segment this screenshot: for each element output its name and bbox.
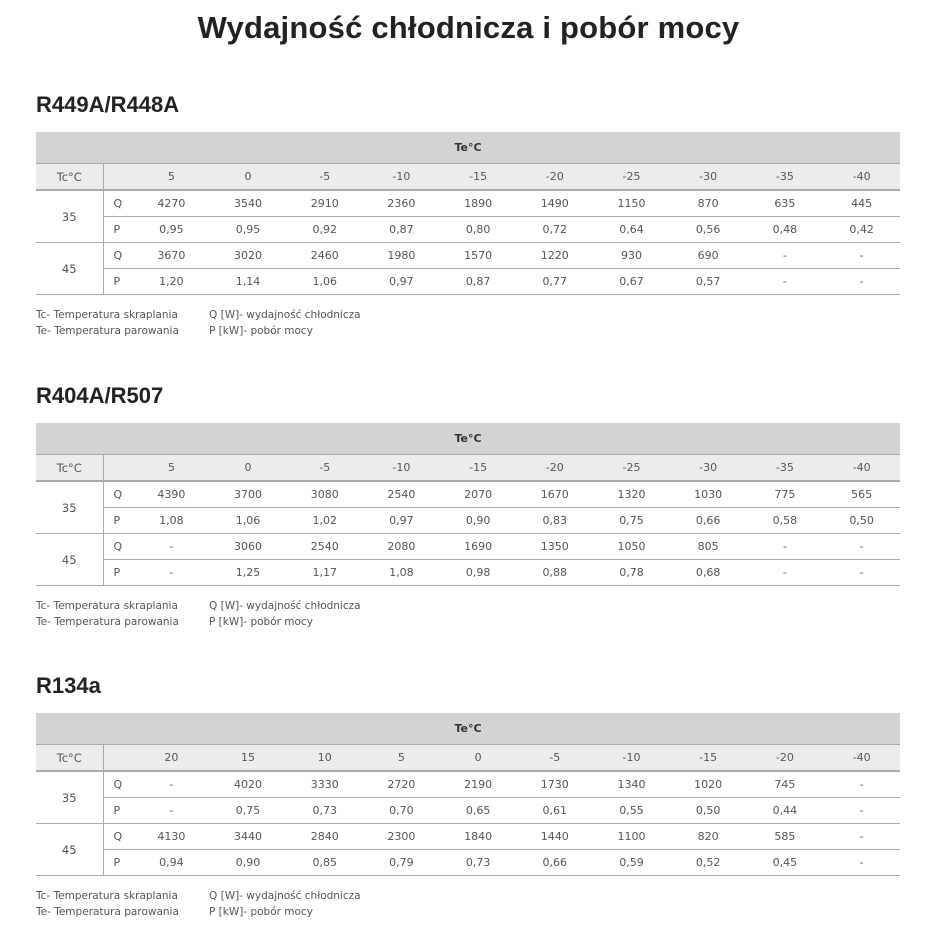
te-column-header: -25 <box>593 455 670 482</box>
table-cell: 0,87 <box>363 217 440 243</box>
table-cell: 805 <box>670 534 747 560</box>
table-cell: 4270 <box>133 190 210 217</box>
page-title: Wydajność chłodnicza i pobór mocy <box>197 10 740 45</box>
table-cell: 870 <box>670 190 747 217</box>
row-type-label: Q <box>103 481 133 508</box>
table-cell: 0,55 <box>593 798 670 824</box>
te-column-header: -15 <box>670 745 747 772</box>
legend-q: Q [W]- wydajność chłodnicza <box>209 309 361 321</box>
table-row <box>36 243 900 269</box>
legend <box>36 888 900 920</box>
te-column-header: -10 <box>593 745 670 772</box>
row-type-label: Q <box>103 534 133 560</box>
table-cell: 0,44 <box>747 798 824 824</box>
performance-table <box>36 713 900 876</box>
table-cell: 1,06 <box>210 508 287 534</box>
table-cell: 2360 <box>363 190 440 217</box>
table-cell: 1,06 <box>286 269 363 295</box>
table-cell: 0,73 <box>440 850 517 876</box>
legend-p: P [kW]- pobór mocy <box>209 325 313 337</box>
table-cell: - <box>823 243 900 269</box>
te-column-header: 15 <box>210 745 287 772</box>
table-cell: 1340 <box>593 771 670 798</box>
legend <box>36 598 900 630</box>
table-row <box>36 217 900 243</box>
table-cell: - <box>133 798 210 824</box>
table-cell: 0,90 <box>440 508 517 534</box>
refrigerant-section <box>36 90 900 339</box>
table-cell: 0,83 <box>516 508 593 534</box>
section-title: R134a <box>36 673 101 698</box>
table-cell: - <box>823 560 900 586</box>
table-cell: 2460 <box>286 243 363 269</box>
table-cell: 1,25 <box>210 560 287 586</box>
table-row <box>36 824 900 850</box>
table-cell: 1,08 <box>133 508 210 534</box>
table-cell: 775 <box>747 481 824 508</box>
table-cell: 0,85 <box>286 850 363 876</box>
row-type-label: P <box>103 269 133 295</box>
table-cell: 3670 <box>133 243 210 269</box>
section-title: R449A/R448A <box>36 92 180 117</box>
table-cell: 820 <box>670 824 747 850</box>
row-type-label: P <box>103 217 133 243</box>
table-row <box>36 481 900 508</box>
tc-label: Tc°C <box>36 745 103 772</box>
row-type-label: Q <box>103 243 133 269</box>
table-cell: 0,95 <box>210 217 287 243</box>
te-column-header: -20 <box>516 455 593 482</box>
legend-tc: Tc- Temperatura skraplania <box>36 600 178 612</box>
te-label: Te°C <box>36 713 900 745</box>
tc-value: 35 <box>36 481 103 534</box>
table-cell: 1030 <box>670 481 747 508</box>
table-cell: 2720 <box>363 771 440 798</box>
te-label: Te°C <box>36 423 900 455</box>
table-cell: 0,94 <box>133 850 210 876</box>
table-row <box>36 560 900 586</box>
table-cell: 4130 <box>133 824 210 850</box>
table-cell: 0,98 <box>440 560 517 586</box>
table-cell: 0,65 <box>440 798 517 824</box>
table-cell: 0,68 <box>670 560 747 586</box>
table-cell: - <box>747 560 824 586</box>
te-column-header: -5 <box>516 745 593 772</box>
table-cell: 1,20 <box>133 269 210 295</box>
table-cell: 0,45 <box>747 850 824 876</box>
row-type-label: P <box>103 508 133 534</box>
te-column-header: -10 <box>363 164 440 191</box>
table-cell: 1840 <box>440 824 517 850</box>
table-cell: 1220 <box>516 243 593 269</box>
table-cell: 1570 <box>440 243 517 269</box>
table-cell: - <box>823 824 900 850</box>
table-cell: 585 <box>747 824 824 850</box>
te-header-row <box>36 423 900 455</box>
table-cell: 3330 <box>286 771 363 798</box>
table-cell: - <box>747 534 824 560</box>
legend-te: Te- Temperatura parowania <box>36 906 179 918</box>
table-cell: 1,17 <box>286 560 363 586</box>
table-cell: 0,75 <box>210 798 287 824</box>
table-cell: 1690 <box>440 534 517 560</box>
table-cell: 0,48 <box>747 217 824 243</box>
table-cell: 0,88 <box>516 560 593 586</box>
row-type-label: P <box>103 560 133 586</box>
row-type-label: Q <box>103 190 133 217</box>
te-column-header: -5 <box>286 455 363 482</box>
table-cell: 1980 <box>363 243 440 269</box>
table-cell: 0,78 <box>593 560 670 586</box>
table-cell: 3020 <box>210 243 287 269</box>
table-cell: 1490 <box>516 190 593 217</box>
tc-value: 45 <box>36 534 103 586</box>
tc-value: 35 <box>36 771 103 824</box>
te-column-header: -10 <box>363 455 440 482</box>
te-column-header: -40 <box>823 745 900 772</box>
te-column-header: -35 <box>747 164 824 191</box>
table-cell: 1150 <box>593 190 670 217</box>
table-cell: 1,14 <box>210 269 287 295</box>
table-cell: - <box>133 771 210 798</box>
legend-q: Q [W]- wydajność chłodnicza <box>209 890 361 902</box>
table-cell: 0,75 <box>593 508 670 534</box>
table-cell: 1320 <box>593 481 670 508</box>
table-cell: 1670 <box>516 481 593 508</box>
column-header-row <box>36 745 900 772</box>
performance-table <box>36 423 900 586</box>
te-column-header: -30 <box>670 455 747 482</box>
table-cell: 0,80 <box>440 217 517 243</box>
table-row <box>36 771 900 798</box>
legend-tc: Tc- Temperatura skraplania <box>36 890 178 902</box>
te-label: Te°C <box>36 132 900 164</box>
tc-label: Tc°C <box>36 164 103 191</box>
column-header-row <box>36 455 900 482</box>
table-cell: 0,87 <box>440 269 517 295</box>
table-cell: 2190 <box>440 771 517 798</box>
table-cell: - <box>823 798 900 824</box>
table-cell: 565 <box>823 481 900 508</box>
te-column-header: 0 <box>210 164 287 191</box>
table-row <box>36 798 900 824</box>
row-type-label: Q <box>103 771 133 798</box>
table-cell: 2540 <box>286 534 363 560</box>
table-cell: 690 <box>670 243 747 269</box>
table-cell: 3080 <box>286 481 363 508</box>
table-cell: 1890 <box>440 190 517 217</box>
refrigerant-section <box>36 671 900 920</box>
te-column-header: -20 <box>516 164 593 191</box>
legend-tc: Tc- Temperatura skraplania <box>36 309 178 321</box>
table-cell: 0,70 <box>363 798 440 824</box>
te-column-header: -40 <box>823 455 900 482</box>
table-cell: 0,64 <box>593 217 670 243</box>
section-title: R404A/R507 <box>36 383 164 408</box>
te-column-header: 10 <box>286 745 363 772</box>
table-cell: 0,97 <box>363 508 440 534</box>
table-cell: 1,02 <box>286 508 363 534</box>
table-row <box>36 850 900 876</box>
table-cell: 0,57 <box>670 269 747 295</box>
table-row <box>36 190 900 217</box>
table-cell: 3440 <box>210 824 287 850</box>
table-cell: - <box>823 269 900 295</box>
table-cell: 635 <box>747 190 824 217</box>
table-cell: 0,66 <box>670 508 747 534</box>
te-column-header: 5 <box>363 745 440 772</box>
table-cell: - <box>823 534 900 560</box>
legend-te: Te- Temperatura parowania <box>36 616 179 628</box>
table-cell: 0,58 <box>747 508 824 534</box>
table-cell: 1440 <box>516 824 593 850</box>
legend <box>36 307 900 339</box>
table-cell: 2070 <box>440 481 517 508</box>
table-cell: 2540 <box>363 481 440 508</box>
refrigerant-section <box>36 381 900 630</box>
legend-p: P [kW]- pobór mocy <box>209 616 313 628</box>
table-cell: 0,66 <box>516 850 593 876</box>
table-cell: - <box>747 243 824 269</box>
tc-value: 45 <box>36 243 103 295</box>
table-cell: 0,50 <box>670 798 747 824</box>
te-column-header: -40 <box>823 164 900 191</box>
legend-p: P [kW]- pobór mocy <box>209 906 313 918</box>
te-column-header: -20 <box>747 745 824 772</box>
table-row <box>36 508 900 534</box>
table-cell: 0,67 <box>593 269 670 295</box>
table-cell: 2300 <box>363 824 440 850</box>
table-cell: 3060 <box>210 534 287 560</box>
table-cell: 0,42 <box>823 217 900 243</box>
table-cell: 0,73 <box>286 798 363 824</box>
table-cell: 0,77 <box>516 269 593 295</box>
te-column-header: -30 <box>670 164 747 191</box>
performance-table <box>36 132 900 295</box>
te-column-header: -25 <box>593 164 670 191</box>
te-column-header: 5 <box>133 164 210 191</box>
table-cell: 0,92 <box>286 217 363 243</box>
table-cell: - <box>747 269 824 295</box>
te-column-header: 20 <box>133 745 210 772</box>
table-cell: 1100 <box>593 824 670 850</box>
table-cell: - <box>133 560 210 586</box>
table-cell: 2080 <box>363 534 440 560</box>
tc-value: 45 <box>36 824 103 876</box>
column-header-row <box>36 164 900 191</box>
table-cell: 0,79 <box>363 850 440 876</box>
row-type-label: Q <box>103 824 133 850</box>
table-cell: 0,61 <box>516 798 593 824</box>
legend-q: Q [W]- wydajność chłodnicza <box>209 600 361 612</box>
table-cell: 3700 <box>210 481 287 508</box>
row-type-label: P <box>103 798 133 824</box>
legend-te: Te- Temperatura parowania <box>36 325 179 337</box>
table-cell: 2840 <box>286 824 363 850</box>
table-cell: 0,59 <box>593 850 670 876</box>
table-cell: 1350 <box>516 534 593 560</box>
te-column-header: 5 <box>133 455 210 482</box>
te-header-row <box>36 713 900 745</box>
table-cell: 445 <box>823 190 900 217</box>
table-cell: 0,90 <box>210 850 287 876</box>
table-cell: 0,50 <box>823 508 900 534</box>
table-row <box>36 269 900 295</box>
table-cell: 930 <box>593 243 670 269</box>
te-column-header: -35 <box>747 455 824 482</box>
table-cell: 4390 <box>133 481 210 508</box>
table-cell: 0,95 <box>133 217 210 243</box>
table-cell: - <box>823 771 900 798</box>
table-cell: 0,52 <box>670 850 747 876</box>
te-column-header: 0 <box>210 455 287 482</box>
table-cell: - <box>823 850 900 876</box>
table-cell: 0,72 <box>516 217 593 243</box>
table-cell: 745 <box>747 771 824 798</box>
table-cell: 0,56 <box>670 217 747 243</box>
table-cell: 1050 <box>593 534 670 560</box>
tc-label: Tc°C <box>36 455 103 482</box>
table-cell: 1020 <box>670 771 747 798</box>
te-column-header: -15 <box>440 455 517 482</box>
table-cell: 4020 <box>210 771 287 798</box>
tc-value: 35 <box>36 190 103 243</box>
table-cell: 0,97 <box>363 269 440 295</box>
table-cell: 1,08 <box>363 560 440 586</box>
te-column-header: 0 <box>440 745 517 772</box>
te-header-row <box>36 132 900 164</box>
table-cell: - <box>133 534 210 560</box>
table-cell: 2910 <box>286 190 363 217</box>
te-column-header: -5 <box>286 164 363 191</box>
table-row <box>36 534 900 560</box>
te-column-header: -15 <box>440 164 517 191</box>
table-cell: 1730 <box>516 771 593 798</box>
table-cell: 3540 <box>210 190 287 217</box>
row-type-label: P <box>103 850 133 876</box>
